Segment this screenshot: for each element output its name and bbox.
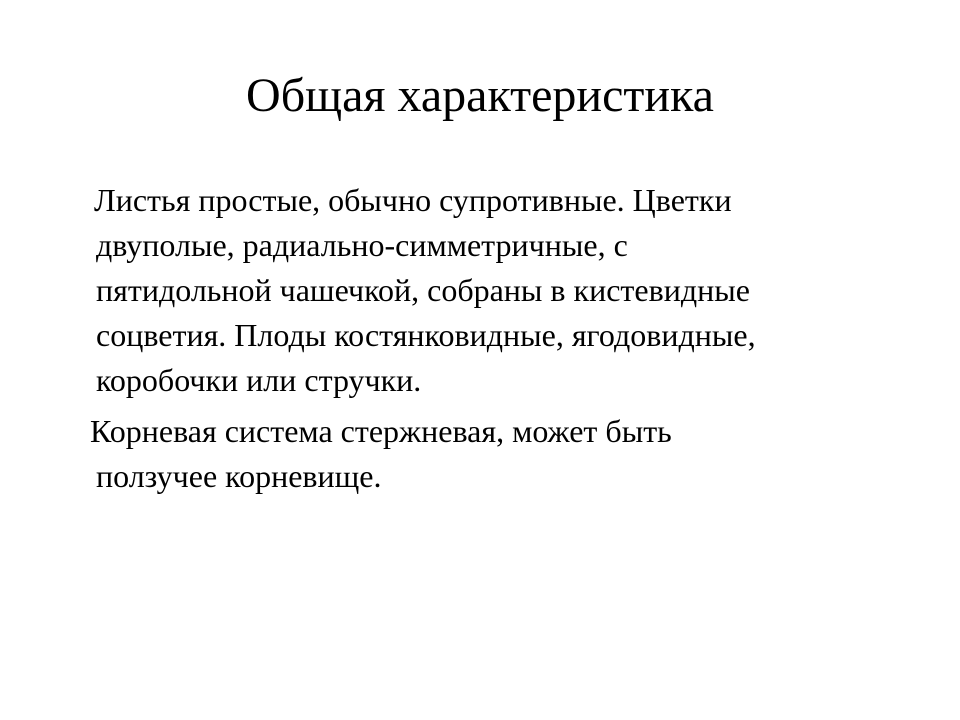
- text-line: двуполые, радиально-симметричные, с: [96, 227, 628, 263]
- text-line: соцветия. Плоды костянковидные, ягодовидные,: [96, 317, 756, 353]
- text-line: Корневая система стержневая, может быть: [90, 413, 672, 449]
- text-line: коробочки или стручки.: [96, 362, 422, 398]
- slide-body: [90, 178, 896, 499]
- text-line: ползучее корневище.: [96, 458, 382, 494]
- paragraph-roots: [90, 409, 896, 499]
- text-line: пятидольной чашечкой, собраны в кистевидные: [96, 272, 750, 308]
- slide-title: Общая характеристика: [246, 69, 714, 122]
- text-line: Листья простые, обычно супротивные. Цветки: [94, 182, 732, 218]
- paragraph-characteristics: [96, 178, 896, 403]
